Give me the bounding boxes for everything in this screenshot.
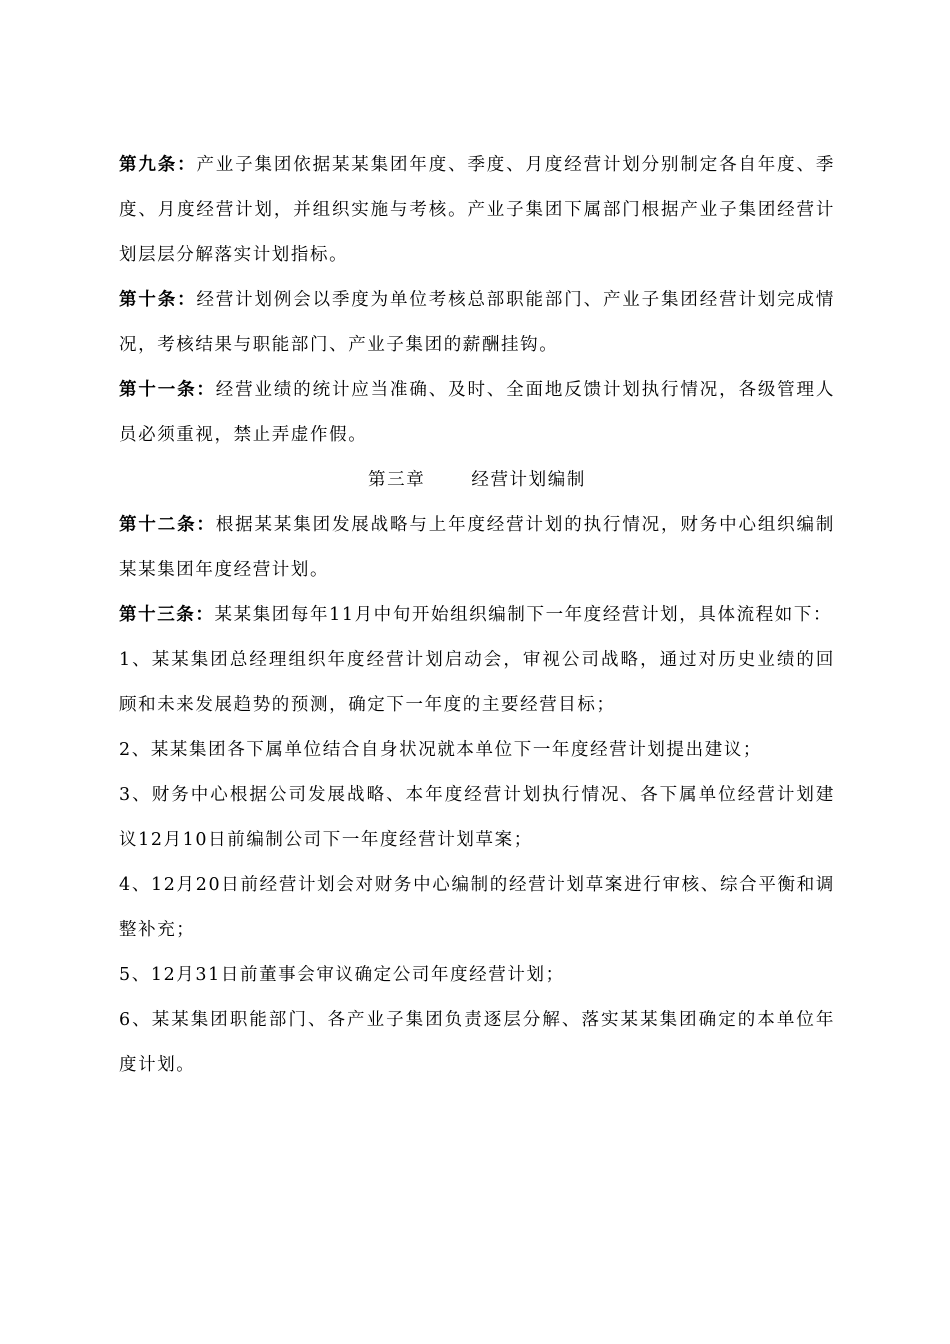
process-step: 3、财务中心根据公司发展战略、本年度经营计划执行情况、各下属单位经营计划建议12月10日前编制公司下一年度经营计划草案； (119, 785, 835, 850)
article-12 (119, 503, 835, 593)
chapter-number: 第三章 (368, 470, 426, 490)
article-text: 某某集团每年11月中旬开始组织编制下一年度经营计划，具体流程如下： (214, 605, 833, 625)
process-step: 4、12月20日前经营计划会对财务中心编制的经营计划草案进行审核、综合平衡和调整补充； (119, 875, 835, 940)
article-label: 第十三条： (119, 605, 215, 625)
article-text: 经营计划例会以季度为单位考核总部职能部门、产业子集团经营计划完成情况，考核结果与职能部门、产业子集团的薪酬挂钩。 (119, 290, 835, 355)
chapter-title: 经营计划编制 (471, 470, 586, 490)
article-label: 第十二条： (119, 515, 216, 535)
article-9 (119, 143, 835, 278)
process-step: 2、某某集团各下属单位结合自身状况就本单位下一年度经营计划提出建议； (119, 740, 763, 760)
article-text: 经营业绩的统计应当准确、及时、全面地反馈计划执行情况，各级管理人员必须重视，禁止弄虚作假。 (119, 380, 835, 445)
article-13 (119, 593, 835, 638)
chapter-heading (119, 458, 835, 503)
article-11 (119, 368, 835, 458)
article-text: 产业子集团依据某某集团年度、季度、月度经营计划分别制定各自年度、季度、月度经营计划，并组织实施与考核。产业子集团下属部门根据产业子集团经营计划层层分解落实计划指标。 (119, 155, 835, 265)
article-label: 第十一条： (119, 380, 216, 400)
article-label: 第十条： (119, 290, 197, 310)
document-body (119, 143, 835, 1088)
process-step: 1、某某集团总经理组织年度经营计划启动会，审视公司战略，通过对历史业绩的回顾和未来发展趋势的预测，确定下一年度的主要经营目标； (119, 650, 835, 715)
process-step: 6、某某集团职能部门、各产业子集团负责逐层分解、落实某某集团确定的本单位年度计划。 (119, 1010, 835, 1075)
process-step: 5、12月31日前董事会审议确定公司年度经营计划； (119, 965, 565, 985)
article-text: 根据某某集团发展战略与上年度经营计划的执行情况，财务中心组织编制某某集团年度经营计划。 (119, 515, 835, 580)
article-label: 第九条： (119, 155, 197, 175)
article-10 (119, 278, 835, 368)
